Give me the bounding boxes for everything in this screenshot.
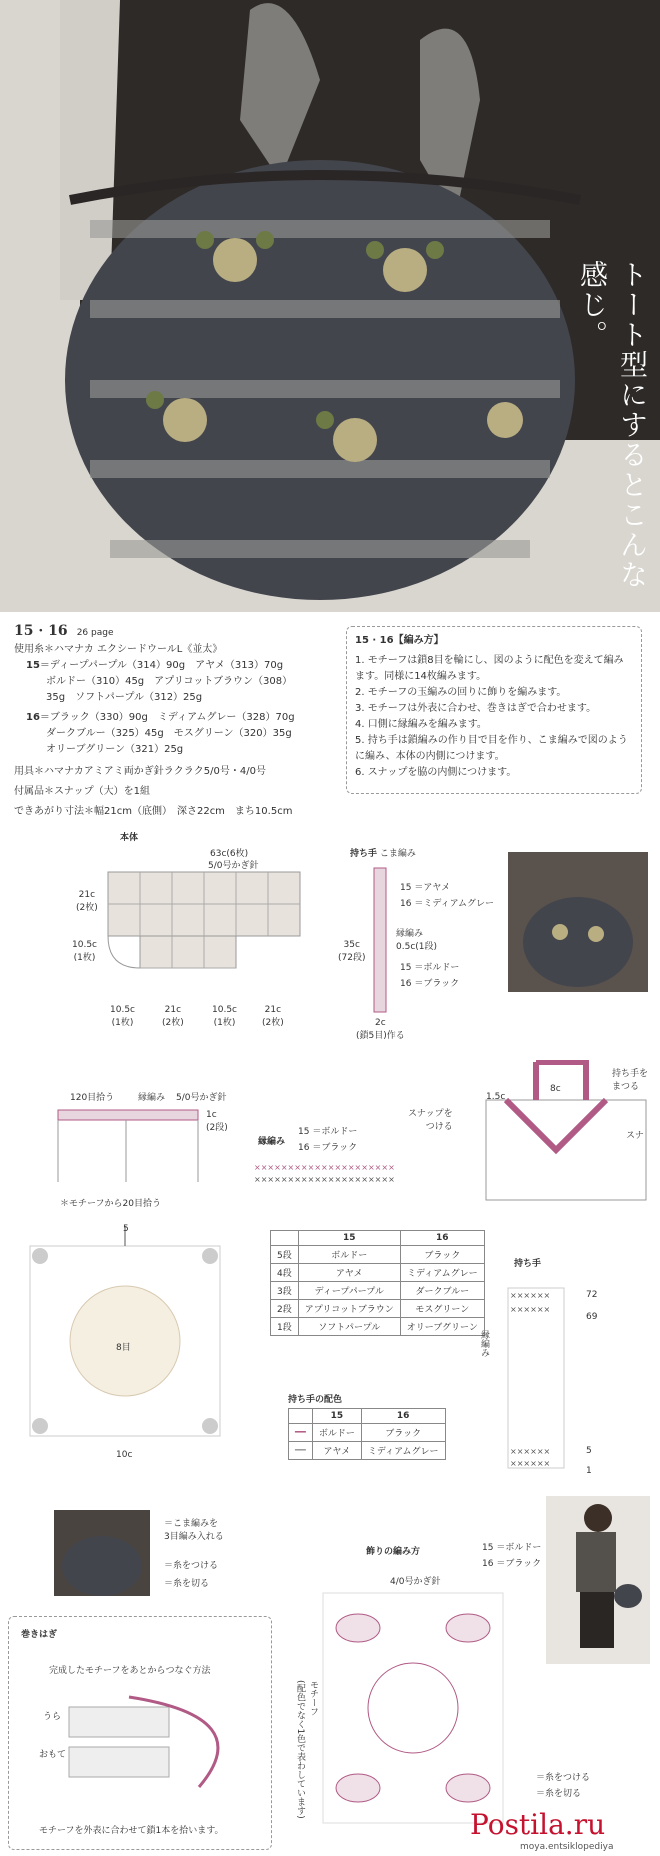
legend-cut: ＝糸を切る [164,1579,210,1589]
instruction-step: 5. 持ち手は鎖編みの作り目で目を作り、こま編みで図のように編み、本体の内側につけます。 [355,735,628,762]
handle-width: 2c (鎖5目)作る [356,1018,405,1041]
pattern-id: 15 · 16 [14,623,68,639]
legend-join: ＝糸をつける [164,1561,219,1571]
decoration-hook: 4/0号かぎ針 [390,1577,441,1587]
accessories: 付属品＊スナップ（大）を1組 [14,786,150,797]
handle-strip [370,866,390,1016]
body-bottom-4: 21c (2枚) [262,1005,284,1028]
decoration-15: 15 ＝ボルドー [482,1543,542,1553]
edge-chart-16: 16 ＝ブラック [298,1143,358,1153]
edge-chart [252,1160,402,1188]
photo-caption: トート型にするとこんな感じ。 [576,260,649,590]
handle-chart-edge: 縁編み [479,1330,489,1357]
bag-thumb [54,1510,150,1596]
legend-sc: ＝こま編みを 3目編み入れる [164,1519,224,1542]
join-note: モチーフを外表に合わせて鎖1本を拾います。 [39,1826,224,1836]
handle-colors-table: 15 16 ━━ ボルドー ブラック ── アヤメ ミディアムグレー [288,1408,446,1460]
handle-length: 35c (72段) [338,940,366,963]
handle-edge16: 16 ＝ブラック [400,979,460,989]
svg-text:××××××: ×××××× [510,1459,551,1468]
yarn15-line3: 35g ソフトパープル（312）25g [46,692,203,703]
handle-edge: 縁編み 0.5c(1段) [396,929,438,952]
handle-colors-title: 持ち手の配色 [288,1395,343,1405]
page-ref: 26 page [76,628,114,638]
handle-chart-title: 持ち手 [514,1259,542,1269]
decoration-join: ＝糸をつける [536,1773,591,1783]
svg-text:××××××: ×××××× [510,1447,551,1456]
table-row: 3段 ディープパープル ダークブルー [271,1282,485,1300]
bag-photo [0,0,660,612]
edge-hook: 5/0号かぎ針 [176,1093,227,1103]
instruction-step: 1. モチーフは鎖8目を輪にし、図のように配色を変えて編みます。同様に14枚編みます。 [355,655,624,682]
color-th [271,1231,299,1246]
assembly-h: 8c [550,1084,561,1094]
join-omote: おもて [39,1750,67,1760]
svg-text:××××××: ×××××× [510,1305,551,1314]
handle-color15: 15 ＝アヤメ [400,883,451,893]
assembly-w: 1.5c [486,1092,506,1102]
color-th: 16 [400,1231,484,1246]
instruction-step: 2. モチーフの玉編みの回りに飾りを編みます。 [355,687,567,698]
edge-label: 縁編み [138,1093,166,1103]
table-row: 1段 ソフトパープル オリーブグリーン [271,1318,485,1336]
watermark-logo: Postila.ru [470,1808,606,1841]
body-bottom-3: 10.5c (1枚) [212,1005,237,1028]
table-row: ── アヤメ ミディアムグレー [289,1442,446,1460]
tools: 用具＊ハマナカアミアミ両かぎ針ラクラク5/0号・4/0号 [14,766,266,777]
handle-chart-1: 1 [586,1466,592,1476]
handle-chart-69: 69 [586,1312,598,1322]
edge-note: ＊モチーフから20目拾う [60,1199,162,1209]
edge-pick: 120目拾う [70,1093,115,1103]
body-hook: 5/0号かぎ針 [208,861,259,871]
assembly-snap: スナップを つける [408,1109,453,1132]
body-grid [100,868,310,988]
decoration-cut: ＝糸を切る [536,1789,582,1799]
handle-chart [498,1284,578,1484]
instructions-box [346,626,642,794]
svg-text:×××××××××××××××××××××: ××××××××××××××××××××× [254,1175,395,1184]
handle-chart-5: 5 [586,1446,592,1456]
instruction-step: 6. スナップを脇の内側につけます。 [355,767,517,778]
table-row: 5段 ボルドー ブラック [271,1246,485,1264]
handle-color16: 16 ＝ミディアムグレー [400,899,494,909]
yarn16-line2: ダークブルー（325）45g モスグリーン（320）35g [46,728,292,739]
small-bag-illustration [508,852,648,992]
watermark-url: moya.entsiklopediya [520,1842,614,1852]
small-bag-photo [508,852,648,992]
assembly-handle: 持ち手を まつる [612,1069,649,1092]
model-photo [546,1496,650,1664]
color-table [270,1230,485,1336]
edge-chart-title: 縁編み [258,1137,286,1147]
yarn15-line1: 15＝ディープパープル（314）90g アヤメ（313）70g [26,660,284,671]
instruction-step: 3. モチーフは外表に合わせ、巻きはぎで合わせます。 [355,703,597,714]
handle-title: 持ち手 こま編み [350,849,416,859]
motif-chart [20,1226,230,1446]
decoration-title: 飾りの編み方 [366,1547,421,1557]
join-section [8,1616,272,1850]
instruction-step: 4. 口側に縁編みを編みます。 [355,719,487,730]
finished-size: できあがり寸法＊幅21cm（底側） 深さ22cm まち10.5cm [14,806,293,817]
color-th: 15 [298,1231,400,1246]
table-row: 4段 アヤメ ミディアムグレー [271,1264,485,1282]
join-title: 巻きはぎ [21,1630,58,1640]
edge-strip [56,1104,206,1184]
handle-edge15: 15 ＝ボルドー [400,963,460,973]
pattern-number [14,620,113,639]
edge-chart-15: 15 ＝ボルドー [298,1127,358,1137]
motif-center: 8目 [116,1343,131,1353]
instructions-title: 15 · 16【編み方】 [355,635,444,646]
svg-text:×××××××××××××××××××××: ××××××××××××××××××××× [254,1163,395,1172]
yarn16-line3: オリーブグリーン（321）25g [46,744,184,755]
motif-width: 10c [116,1450,133,1460]
decoration-side: モチーフ (配色でなく1色で表わしています) [295,1680,318,1819]
join-sub: 完成したモチーフをあとからつなぐ方法 [49,1666,211,1676]
body-width: 63c(6枚) [210,849,249,859]
bag-thumb-illustration [54,1510,150,1596]
handle-chart-72: 72 [586,1290,598,1300]
materials-block [14,642,344,820]
svg-text:××××××: ×××××× [510,1291,551,1300]
decoration-16: 16 ＝ブラック [482,1559,542,1569]
decoration-chart [318,1588,508,1828]
model-illustration [546,1496,650,1664]
body-h2: 10.5c (1枚) [72,940,97,963]
body-bottom-1: 10.5c (1枚) [110,1005,135,1028]
edge-depth: 1c (2段) [206,1110,228,1133]
body-h1: 21c (2枚) [76,890,98,913]
body-title: 本体 [120,833,139,843]
join-ura: うら [43,1712,62,1722]
bag-illustration [0,0,660,612]
yarn15-line2: ボルドー（310）45g アプリコットブラウン（308） [46,676,293,687]
body-bottom-2: 21c (2枚) [162,1005,184,1028]
yarn-label: 使用糸＊ハマナカ エクシードウールL《並太》 [14,644,223,655]
join-illustration [59,1687,259,1807]
yarn16-line1: 16＝ブラック（330）90g ミディアムグレー（328）70g [26,712,295,723]
assembly-side: スナ [626,1131,644,1141]
table-row: 2段 アプリコットブラウン モスグリーン [271,1300,485,1318]
table-row: ━━ ボルドー ブラック [289,1424,446,1442]
motif-five: 5 [123,1224,129,1234]
